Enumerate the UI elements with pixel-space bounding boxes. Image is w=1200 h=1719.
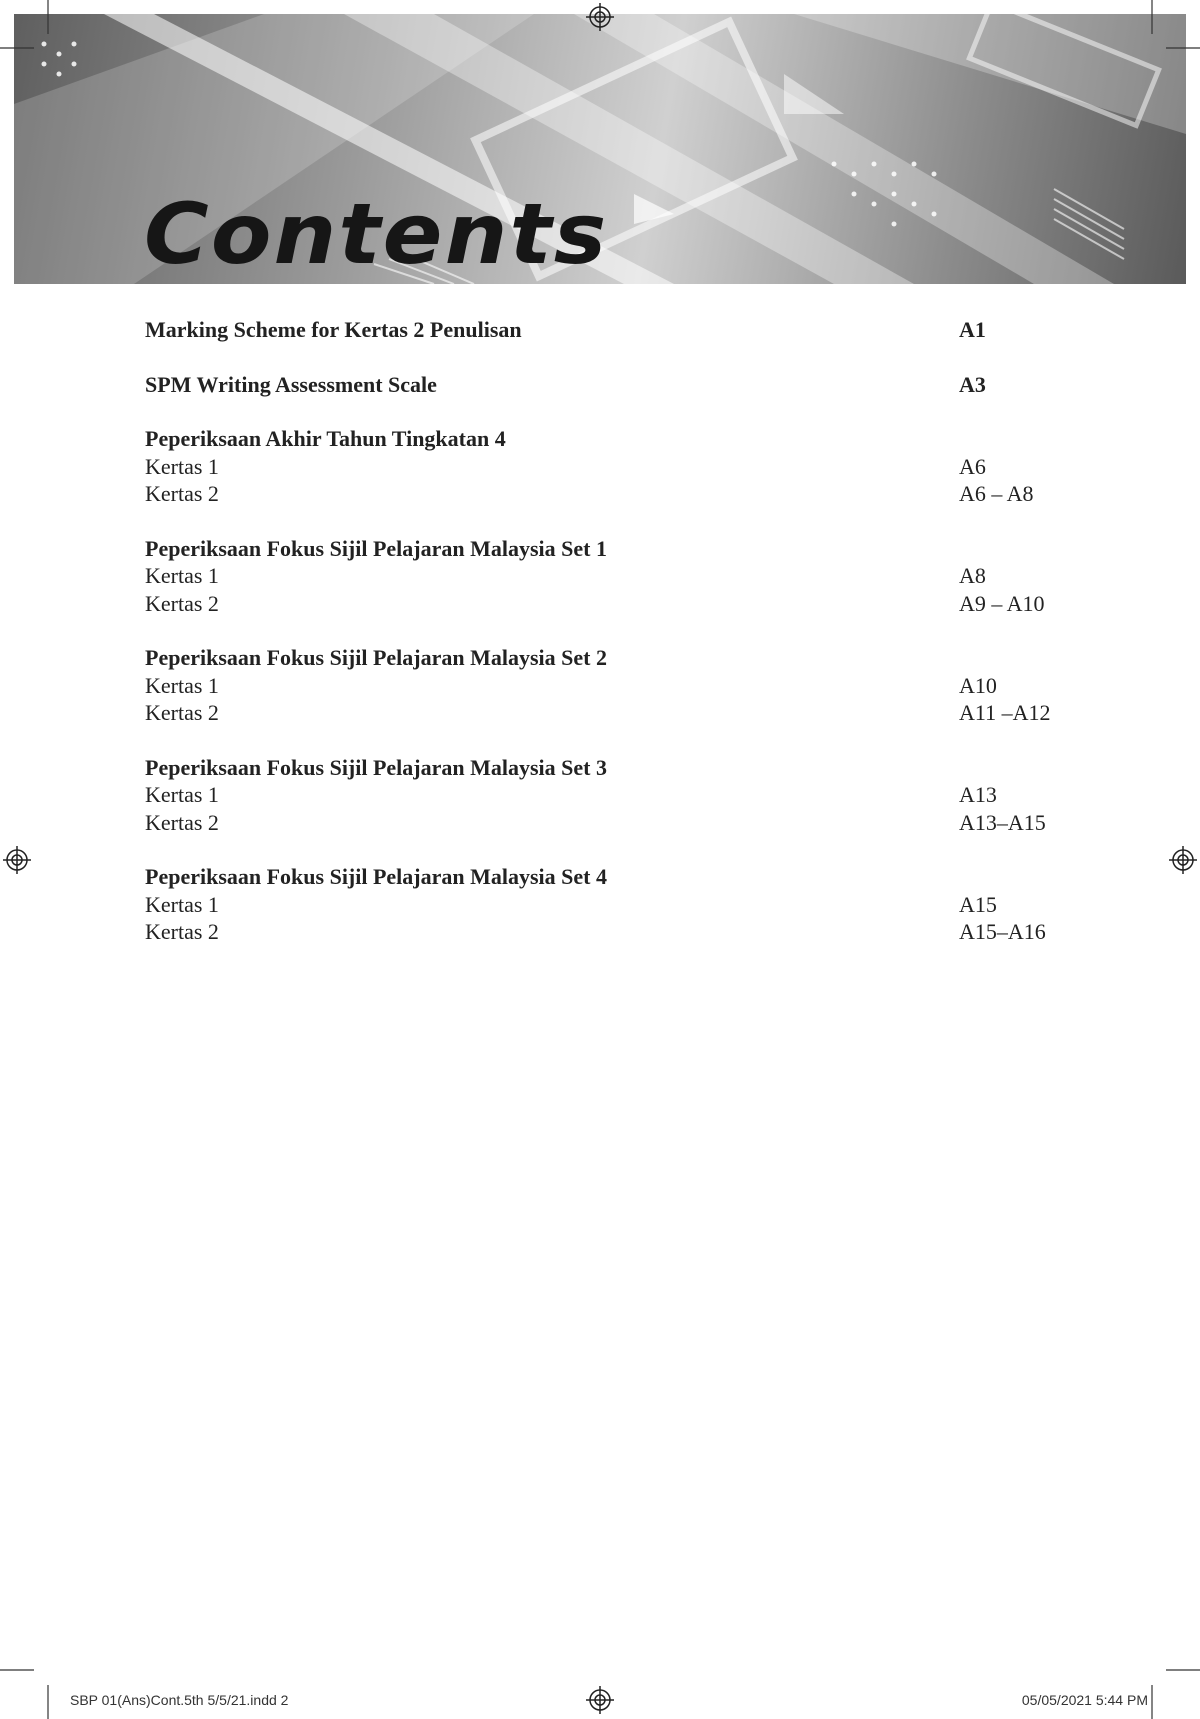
toc-label: Kertas 2	[145, 919, 219, 944]
toc-page-ref: A10	[959, 672, 997, 698]
footer-file-info: SBP 01(Ans)Cont.5th 5/5/21.indd 2	[70, 1692, 289, 1708]
registration-mark-top	[586, 3, 614, 31]
toc-page-ref: A6 – A8	[959, 481, 1034, 506]
toc-label: Peperiksaan Fokus Sijil Pelajaran Malaysia Set 4	[145, 864, 607, 889]
toc-page-ref: A11 –A12	[959, 700, 1051, 725]
registration-mark-left	[3, 846, 31, 874]
toc-label: Peperiksaan Akhir Tahun Tingkatan 4	[145, 426, 506, 451]
toc-page-ref: A13	[959, 782, 997, 807]
toc-label: Kertas 1	[145, 563, 219, 588]
toc-page-ref: A1	[959, 317, 986, 342]
toc-label: Peperiksaan Fokus Sijil Pelajaran Malaysia Set 3	[145, 754, 607, 780]
toc-label: Kertas 2	[145, 590, 219, 616]
toc-label: Peperiksaan Fokus Sijil Pelajaran Malaysia Set 1	[145, 535, 607, 561]
toc-page-ref: A6	[959, 453, 986, 479]
toc-label: Kertas 1	[145, 782, 219, 807]
toc-page-ref: A15–A16	[959, 919, 1046, 944]
toc-label: Kertas 2	[145, 809, 219, 835]
toc-page-ref: A3	[959, 371, 986, 397]
toc-label: Kertas 2	[145, 700, 219, 725]
toc-page-ref: A9 – A10	[959, 590, 1045, 616]
toc-label: SPM Writing Assessment Scale	[145, 371, 437, 397]
toc-label: Kertas 1	[145, 891, 219, 917]
registration-mark-bottom	[586, 1686, 614, 1714]
toc-page-ref: A13–A15	[959, 809, 1046, 835]
toc-page-ref: A8	[959, 563, 986, 588]
toc-label: Peperiksaan Fokus Sijil Pelajaran Malaysia Set 2	[145, 645, 607, 670]
toc-label: Kertas 1	[145, 672, 219, 698]
footer-datetime: 05/05/2021 5:44 PM	[1021, 1692, 1148, 1708]
toc-page-ref: A15	[959, 891, 997, 917]
toc-label: Kertas 1	[145, 453, 219, 479]
page-title: Contents	[144, 185, 609, 283]
toc-label: Marking Scheme for Kertas 2 Penulisan	[145, 317, 522, 342]
toc-label: Kertas 2	[145, 481, 219, 506]
registration-mark-right	[1169, 846, 1197, 874]
